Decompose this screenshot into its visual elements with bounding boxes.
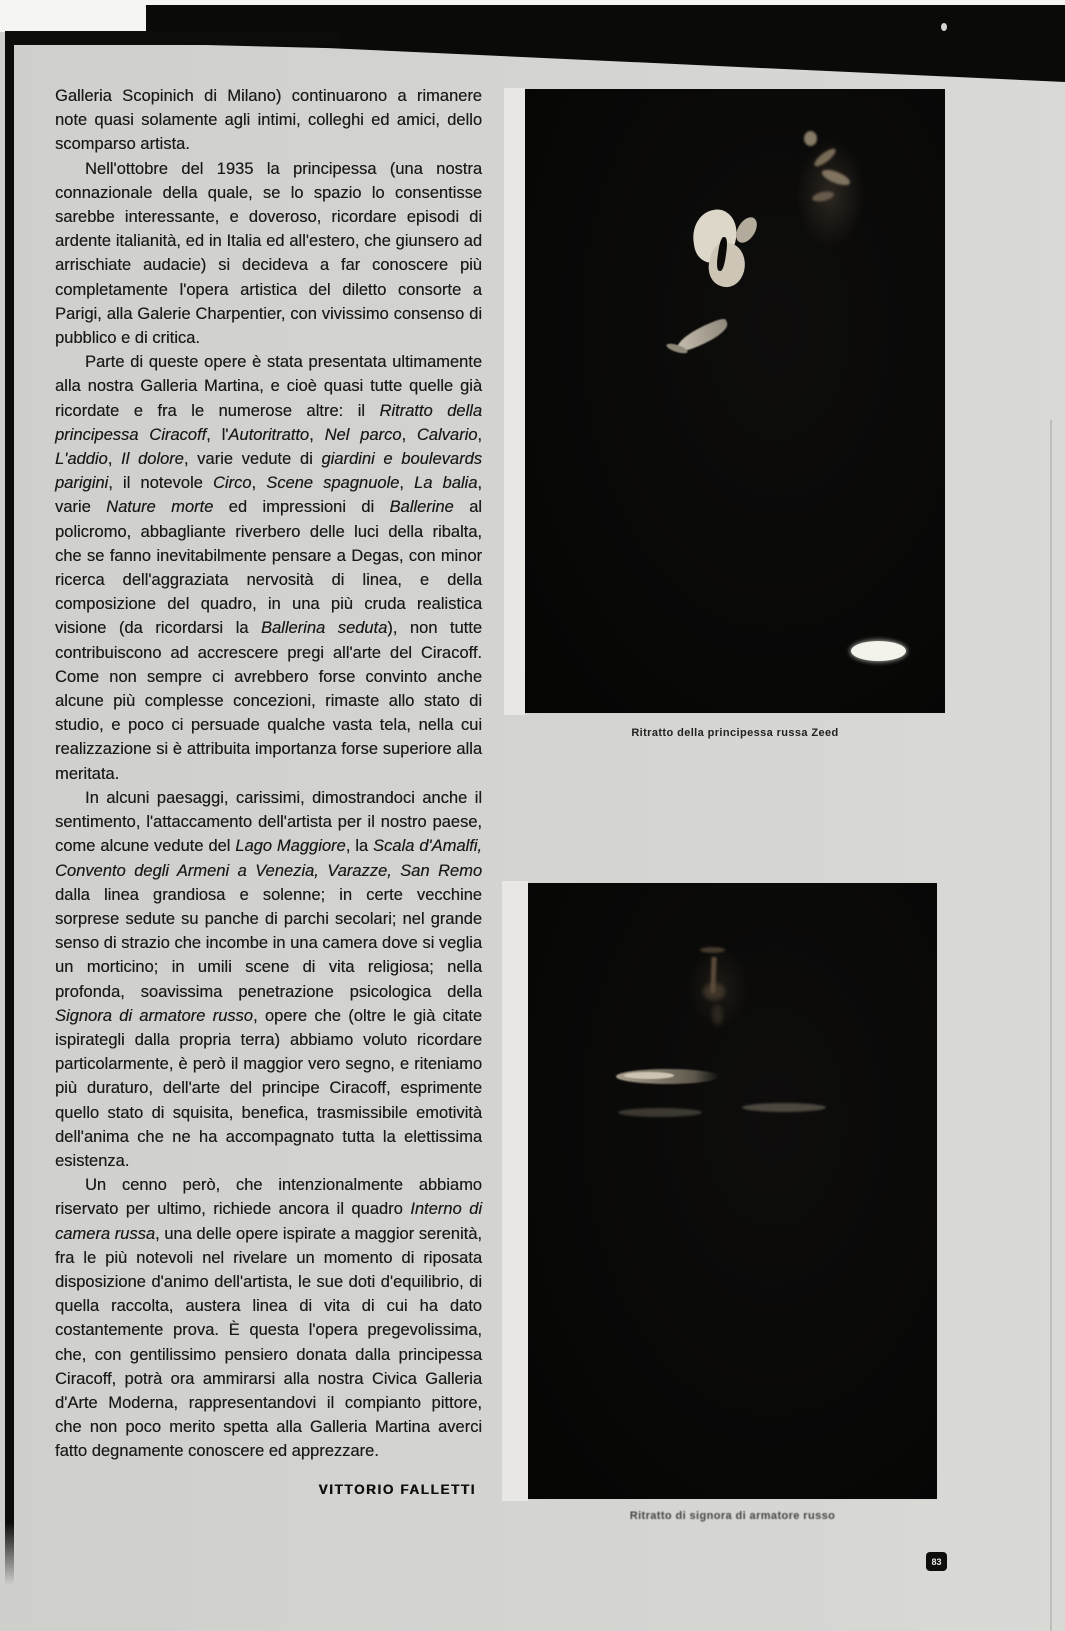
italic-run: Lago Maggiore [235, 837, 346, 856]
italic-run: Scene spagnuole [266, 474, 400, 493]
text-run: In alcuni paesaggi, carissimi, dimostrandoci anche il sentimento, l'attaccamento dell'artista per il nostro paese, come alcune vedute del [55, 788, 482, 856]
article-byline: VITTORIO FALLETTI [318, 1481, 476, 1497]
text-run: , [251, 474, 267, 493]
text-run: , varie [55, 474, 482, 517]
italic-run: Ritratto della principessa Ciracoff [55, 401, 482, 444]
painting-face-stroke [700, 947, 725, 953]
paragraph [55, 84, 482, 157]
paragraph [55, 1173, 482, 1463]
italic-run: Ballerine [389, 498, 454, 517]
italic-run: Ballerina seduta [260, 619, 388, 638]
italic-run: Autoritratto [228, 425, 310, 444]
photo-print-margin [504, 88, 525, 715]
text-run: , [309, 425, 325, 444]
painting-photo-princess [525, 89, 945, 713]
paragraph [55, 350, 482, 786]
article-body [55, 84, 482, 1464]
top-border-rule [5, 31, 340, 45]
italic-run: Signora di armatore russo [55, 1006, 253, 1025]
page-top-left-corner [0, 0, 150, 32]
page-edge-seam [1050, 420, 1052, 1631]
text-run: , l' [206, 425, 229, 444]
painting-photo-lady [528, 883, 937, 1499]
scan-speck [941, 23, 947, 31]
italic-run: Nature morte [106, 498, 214, 517]
italic-run: Calvario [416, 425, 478, 444]
text-run: , varie vedute di [183, 450, 322, 469]
left-border-rule [5, 31, 14, 1585]
italic-run: L'addio [55, 450, 108, 469]
figure-caption: Ritratto della principessa russa Zeed [631, 727, 839, 739]
article-column [55, 84, 482, 1502]
text-run: Galleria Scopinich di Milano) continuarono a rimanere note quasi solamente agli intimi, colleghi ed amici, dello scomparso artista. [55, 87, 482, 154]
text-run: , [399, 474, 415, 493]
italic-run: Circo [212, 474, 252, 493]
painting-hand-highlight [732, 214, 761, 247]
text-run: Nell'ottobre del 1935 la principessa (una nostra connazionale della quale, se lo spazio lo consentisse sarebbe interessante, e doveroso, ricordare episodi di ardente italianità, ed in Italia ed all'estero, che giunsero ad arrischiate audacie) si decideva a far conoscere più completamente l'opera artistica del diletto consorte a Parigi, alla Galerie Charpentier, con vivissimo consenso di pubblico e di critica. [55, 159, 482, 348]
text-run: Parte di queste opere è stata presentata ultimamente alla nostra Galleria Martina, e cioè quasi tutte quelle già ricordate e fra le numerose altre: il [55, 353, 482, 420]
painting-face-highlight [804, 131, 817, 146]
italic-run: Scala d'Amalfi, Convento degli Armeni a Venezia, Varazze, San Remo [55, 837, 482, 880]
page-number-badge: 83 [926, 1552, 947, 1571]
italic-run: giardini e boulevards parigini [55, 450, 483, 493]
italic-run: La balia [414, 474, 478, 493]
italic-run: Il dolore [121, 450, 184, 469]
text-run: , il notevole [108, 474, 213, 493]
text-run: , opere che (oltre le già citate ispirategli dalla propria terra) abbiamo voluto ricordare particolarmente, è però il maggior vero segno, e riteniamo più duraturo, dell'arte del principe Ciracoff, esprimente quello stato di squisita, benefica, trasmissibile emotività dell'anima che ne ha accompagnato tutta la elettissima esistenza. [55, 1006, 482, 1170]
painting-signature-plate [851, 641, 906, 661]
figure-caption: Ritratto di signora di armatore russo [629, 1510, 836, 1522]
text-run: dalla linea grandiosa e solenne; in certe vecchine sorprese sedute su panche di parchi secolari; nel grande senso di strazio che incombe in una camera dove si veglia un morticino; in umili scene di vita religiosa; nella profonda, soavissima penetrazione psicologica della [55, 885, 482, 1001]
text-run: ed impressioni di [213, 498, 390, 517]
text-run: , [107, 450, 122, 469]
text-run: , [401, 425, 417, 444]
painting-light-streak [618, 1108, 702, 1117]
paragraph [55, 157, 482, 351]
paragraph [55, 786, 482, 1173]
italic-run: Interno di camera russa [55, 1200, 483, 1243]
italic-run: Nel parco [324, 425, 402, 444]
text-run: al policromo, abbagliante riverbero delle luci della ribalta, che se fanno inevitabilmente pensare a Degas, con minor ricerca dell'aggraziata nervosità di linea, e della composizione del quadro, in una più cruda realistica visione (da ricordarsi la [55, 498, 482, 638]
painting-face-stroke [703, 983, 725, 1000]
painting-light-streak [624, 1072, 674, 1079]
text-run: , la [345, 837, 374, 856]
text-run: , una delle opere ispirate a maggior serenità, fra le più notevoli nel rivelare un momento di riposata disposizione d'animo dell'artista, le sue doti d'equilibrio, di quella raccolta, austera linea di vita di cui ha dato costantemente prova. È questa l'opera pregevolissima, che, con gentilissimo pensiero donata dalla principessa Ciracoff, potrà ora ammirarsi alla nostra Civica Galleria d'Arte Moderna, rappresentandovi il compianto pittore, che non poco merito spetta alla Galleria Martina averci fatto degnamente conoscere ed apprezzare. [55, 1224, 482, 1461]
text-run: Un cenno però, che intenzionalmente abbiamo riservato per ultimo, richiede ancora il quadro [55, 1176, 482, 1219]
photo-print-margin [502, 881, 528, 1501]
painting-face-stroke [712, 1005, 723, 1025]
painting-light-streak [742, 1103, 826, 1112]
text-run: , [477, 425, 483, 444]
text-run: ), non tutte contribuiscono ad accrescere pregi all'arte del Ciracoff. Come non sempre ci avrebbero forse convinto anche alcune più complesse concezioni, rimaste allo stato di studio, e poco ci persuade qualche vasta tela, nella cui realizzazione si è attribuita importanza forse superiore alla meritata. [55, 619, 483, 783]
